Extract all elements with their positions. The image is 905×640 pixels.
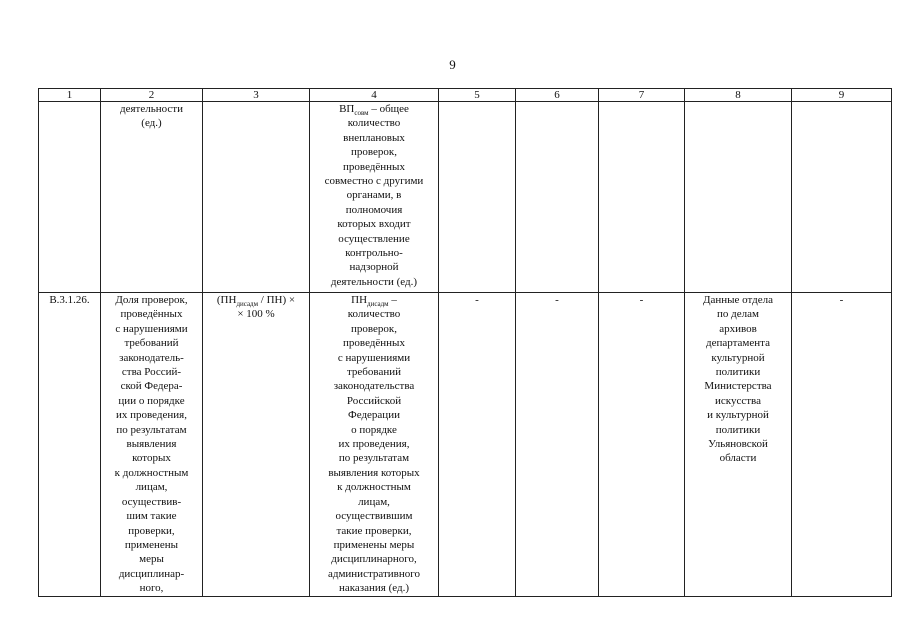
header-cell-2: 2 [101, 89, 203, 102]
page-number: 9 [449, 57, 456, 72]
cell-6: - [516, 293, 599, 597]
indicator-name-cell [101, 293, 203, 597]
formula-subscript: дисадм [236, 300, 259, 309]
header-cell-5: 5 [439, 89, 516, 102]
variable-definition: – общее количество внеплановых проверок, проведённых совместно с другими органами, в полномочия которых входит осуществление контрольно- надзорной деятельности (ед.) [324, 103, 424, 288]
header-row [39, 89, 892, 102]
variable-description-text [312, 293, 436, 596]
indicator-code: В.3.1.26. [49, 294, 90, 306]
variable-subscript: совм [354, 109, 369, 118]
data-source-cell [685, 293, 792, 597]
data-source-text: Данные отдела по делам архивов департамента культурной политики Министерства искусства и культурной политики Ульяновской области [702, 294, 774, 465]
header-cell-7: 7 [599, 89, 685, 102]
formula-open: (ПН [216, 294, 237, 306]
header-cell-8: 8 [685, 89, 792, 102]
header-cell-6: 6 [516, 89, 599, 102]
cell-8-empty [685, 102, 792, 293]
cell-5-empty [439, 102, 516, 293]
formula-cell-empty [203, 102, 310, 293]
table-row-b3126 [39, 293, 892, 597]
variable-symbol: ВП [339, 103, 355, 115]
variable-description-cell [310, 293, 439, 597]
variable-description-cell [310, 102, 439, 293]
header-cell-3: 3 [203, 89, 310, 102]
indicator-code-cell [39, 293, 101, 597]
header-cell-4: 4 [310, 89, 439, 102]
formula-end: × 100 % [237, 308, 275, 321]
header-cell-1: 1 [39, 89, 101, 102]
indicator-name-text: Доля проверок, проведённых с нарушениями требований законодатель- ства Россий- ской Федера- ции о порядке их проведения, по результатам выявления которых к должностным лицам, осуществив- шим такие проверки, применены меры дисциплинар- ного, [114, 294, 189, 595]
cell-5: - [439, 293, 516, 597]
formula-cell [203, 293, 310, 597]
variable-subscript: дисадм [367, 300, 389, 309]
formula-mid: / ПН) × [258, 294, 296, 306]
cell-7: - [599, 293, 685, 597]
variable-definition: – количество проверок, проведённых с нарушениями требований законодательства Российской Федерации о порядке их проведения, по результатам выявления которых к должностным лицам, осуществившим такие проверки, применены меры дисциплинарного, административного наказания (ед.) [327, 294, 421, 595]
indicator-name-text: деятельности (ед.) [120, 103, 183, 130]
table-row-continued [39, 102, 892, 293]
header-cell-9: 9 [792, 89, 892, 102]
formula-text [205, 293, 307, 307]
cell-9: - [792, 293, 892, 597]
cell-7-empty [599, 102, 685, 293]
cell-9-empty [792, 102, 892, 293]
variable-description-text [312, 102, 436, 289]
indicator-name-cell [101, 102, 203, 293]
cell-6-empty [516, 102, 599, 293]
indicators-table [38, 88, 892, 597]
variable-symbol: ПН [351, 294, 368, 306]
code-cell-empty [39, 102, 101, 293]
